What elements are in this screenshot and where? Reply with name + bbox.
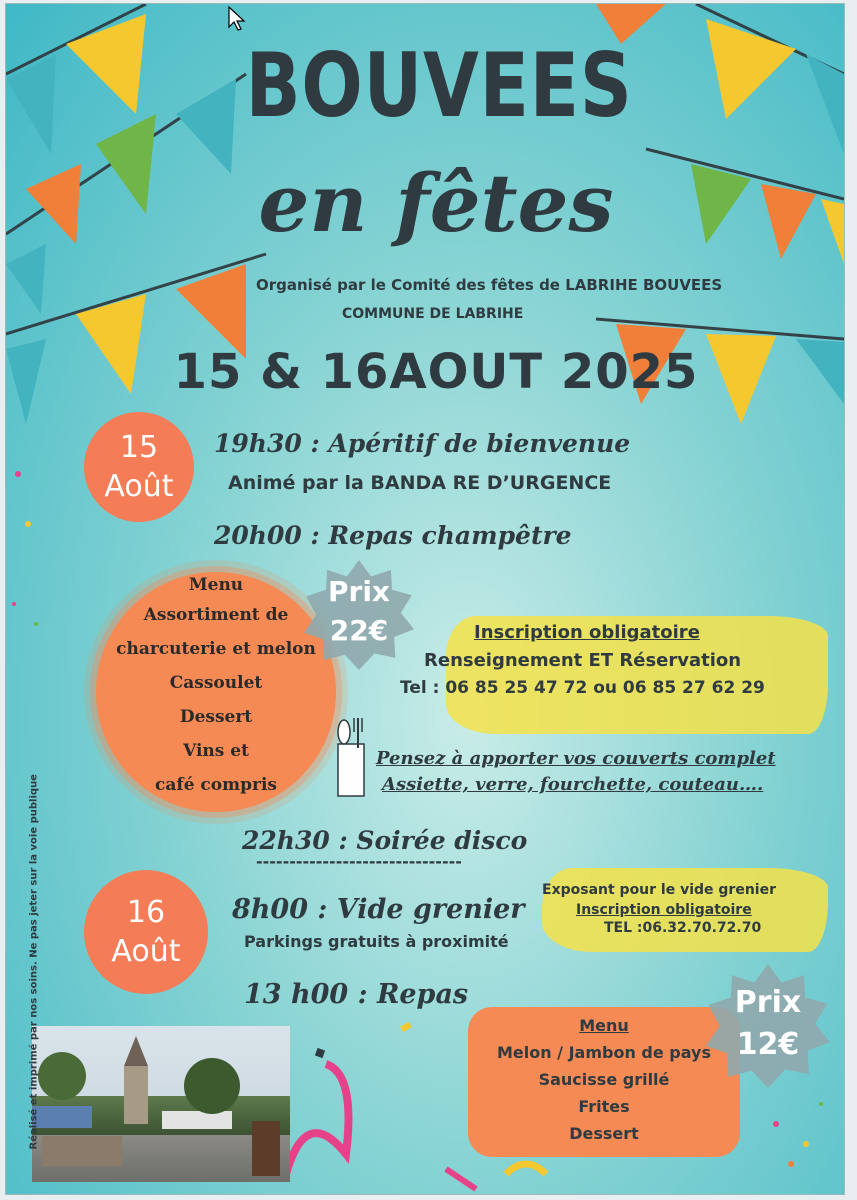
day1-disco: 22h30 : Soirée disco [242, 826, 528, 855]
day2-inscription: Inscription obligatoire [576, 902, 752, 918]
church-photo-illustration [32, 1026, 290, 1182]
day1-aperitif: 19h30 : Apéritif de bienvenue [214, 429, 631, 458]
day2-price [706, 982, 830, 1066]
menu-line: Assortiment de [143, 605, 289, 625]
menu-line: Menu [579, 1016, 629, 1035]
day2-parkings: Parkings gratuits à proximité [244, 932, 509, 951]
day1-menu-list [102, 572, 330, 802]
day2-telephone: TEL :06.32.70.72.70 [604, 920, 762, 936]
menu-line: Cassoulet [169, 673, 263, 693]
menu-line: Menu [188, 575, 244, 595]
menu-line: Dessert [569, 1124, 639, 1143]
day1-date-badge [84, 412, 194, 522]
menu-line: Vins et [183, 741, 249, 761]
menu-line: Dessert [179, 707, 253, 727]
menu-line: Saucisse grillé [538, 1070, 670, 1089]
couverts-line1: Pensez à apporter vos couverts complet [376, 748, 776, 769]
event-poster [6, 4, 844, 1194]
poster-subtitle: en fêtes [258, 156, 614, 250]
day1-month: Août [104, 469, 174, 504]
day1-telephone: Tel : 06 85 25 47 72 ou 06 85 27 62 29 [400, 678, 765, 698]
day1-banda: Animé par la BANDA RE D’URGENCE [228, 472, 612, 494]
day2-month: Août [111, 934, 181, 969]
menu-line: Frites [578, 1097, 630, 1116]
menu-line: charcuterie et melon [116, 639, 316, 659]
day2-menu-list [468, 1012, 740, 1147]
vertical-footer-note: Réalisé et imprimé par nos soins. Ne pas jeter sur la voie publique [28, 774, 40, 1150]
day2-date-badge [84, 870, 208, 994]
day-separator: ------------------------------- [256, 852, 462, 871]
day1-renseignement: Renseignement ET Réservation [424, 650, 742, 671]
price-value: 12€ [736, 1027, 800, 1062]
day1-inscription: Inscription obligatoire [474, 622, 700, 643]
day2-number: 16 [126, 895, 166, 930]
commune-text: COMMUNE DE LABRIHE [342, 306, 524, 322]
couverts-line2: Assiette, verre, fourchette, couteau…. [382, 774, 764, 795]
menu-line: Melon / Jambon de pays [496, 1043, 712, 1062]
menu-line: café compris [155, 775, 277, 795]
day1-repas: 20h00 : Repas champêtre [214, 521, 572, 550]
price-label: Prix [734, 985, 802, 1020]
price-label: Prix [328, 575, 390, 608]
day1-number: 15 [119, 430, 159, 465]
cutlery-icon [332, 714, 372, 800]
organizer-text: Organisé par le Comité des fêtes de LABRIHE BOUVEES [256, 276, 723, 294]
poster-title: BOUVEES [245, 34, 633, 137]
market-photo [32, 1026, 290, 1182]
day2-vide-grenier: 8h00 : Vide grenier [232, 894, 525, 925]
day2-repas: 13 h00 : Repas [244, 979, 469, 1010]
day1-price [304, 572, 414, 650]
price-value: 22€ [329, 614, 389, 648]
event-dates: 15 & 16AOUT 2025 [173, 344, 699, 400]
mouse-cursor-icon [228, 6, 246, 32]
day2-exposant: Exposant pour le vide grenier [542, 882, 777, 898]
